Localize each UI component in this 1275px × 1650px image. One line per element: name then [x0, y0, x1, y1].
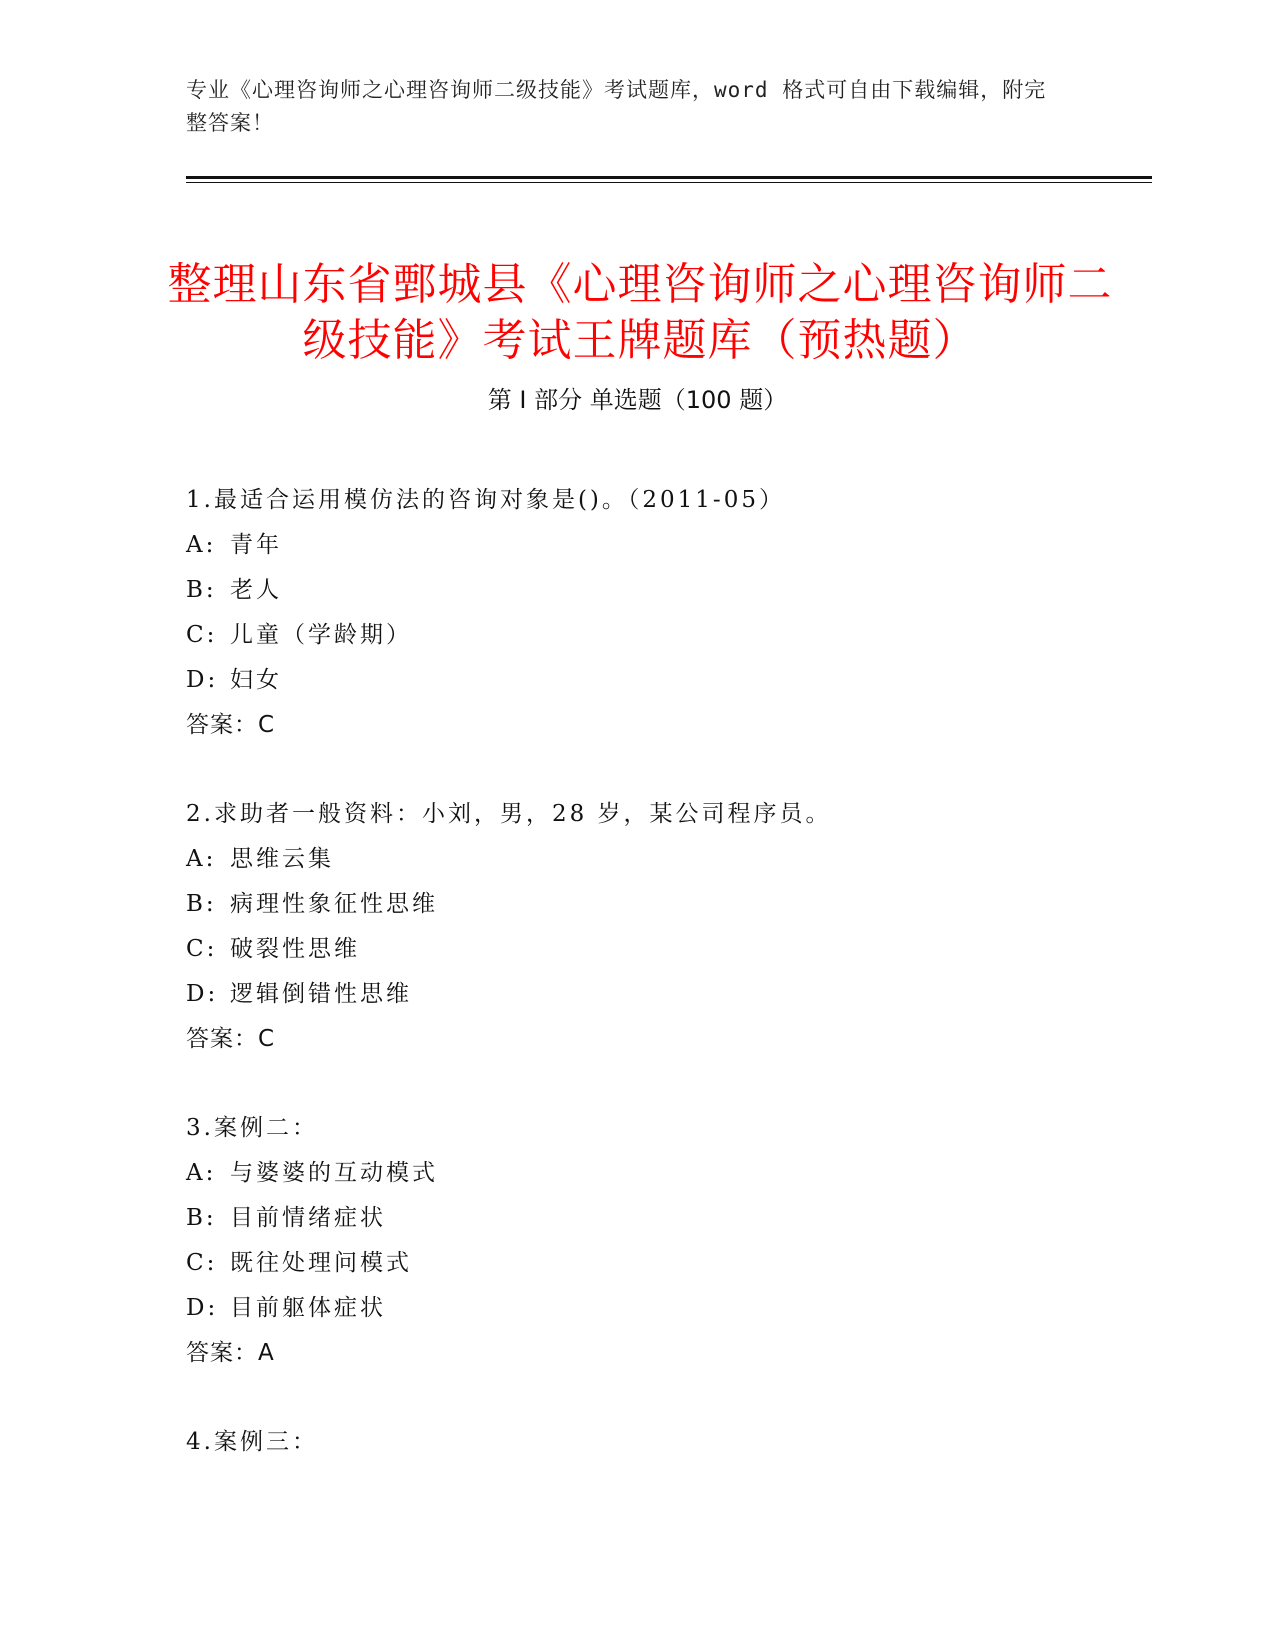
question-2 — [186, 792, 1146, 1062]
option-text: 目前情绪症状 — [230, 1205, 386, 1231]
header-rule-thin — [186, 182, 1152, 183]
option-letter: D: — [186, 981, 219, 1007]
answer: 答案：A — [186, 1340, 275, 1366]
option-b — [186, 882, 1146, 927]
question-3 — [186, 1106, 1146, 1376]
option-letter: A: — [186, 846, 217, 872]
option-letter: C: — [186, 622, 218, 648]
option-letter: D: — [186, 1295, 219, 1321]
option-a — [186, 837, 1146, 882]
option-text: 老人 — [230, 577, 282, 603]
option-text: 逻辑倒错性思维 — [230, 981, 412, 1007]
header-note: 专业《心理咨询师之心理咨询师二级技能》考试题库，word 格式可自由下载编辑，附完整答案！ — [186, 78, 1047, 135]
question-list — [186, 478, 1146, 1509]
question-text: 4.案例三： — [186, 1429, 318, 1455]
option-text: 儿童（学龄期） — [230, 622, 412, 648]
question-text: 3.案例二： — [186, 1115, 318, 1141]
option-d — [186, 658, 1146, 703]
answer: 答案：C — [186, 712, 276, 738]
option-letter: B: — [186, 891, 217, 917]
option-letter: B: — [186, 577, 217, 603]
option-letter: C: — [186, 1250, 218, 1276]
option-d — [186, 1286, 1146, 1331]
question-4 — [186, 1420, 1146, 1465]
option-text: 妇女 — [230, 667, 282, 693]
option-letter: A: — [186, 532, 217, 558]
option-text: 病理性象征性思维 — [230, 891, 438, 917]
answer: 答案：C — [186, 1026, 276, 1052]
option-c — [186, 927, 1146, 972]
option-text: 破裂性思维 — [230, 936, 360, 962]
option-c — [186, 613, 1146, 658]
option-a — [186, 523, 1146, 568]
section-title: 第 I 部分 单选题（100 题） — [487, 386, 788, 414]
option-b — [186, 1196, 1146, 1241]
option-letter: D: — [186, 667, 219, 693]
option-letter: A: — [186, 1160, 217, 1186]
option-letter: C: — [186, 936, 218, 962]
option-text: 青年 — [230, 532, 282, 558]
option-text: 目前躯体症状 — [230, 1295, 386, 1321]
question-text: 2.求助者一般资料：小刘，男，28 岁，某公司程序员。 — [186, 801, 832, 827]
header-rule-thick — [186, 176, 1152, 179]
option-c — [186, 1241, 1146, 1286]
option-a — [186, 1151, 1146, 1196]
option-d — [186, 972, 1146, 1017]
option-letter: B: — [186, 1205, 217, 1231]
option-text: 思维云集 — [230, 846, 334, 872]
option-text: 既往处理问模式 — [230, 1250, 412, 1276]
option-b — [186, 568, 1146, 613]
option-text: 与婆婆的互动模式 — [230, 1160, 438, 1186]
question-text: 1.最适合运用模仿法的咨询对象是()。（2011-05） — [186, 487, 785, 513]
question-1 — [186, 478, 1146, 748]
document-title: 整理山东省鄄城县《心理咨询师之心理咨询师二级技能》考试王牌题库（预热题） — [167, 259, 1113, 367]
